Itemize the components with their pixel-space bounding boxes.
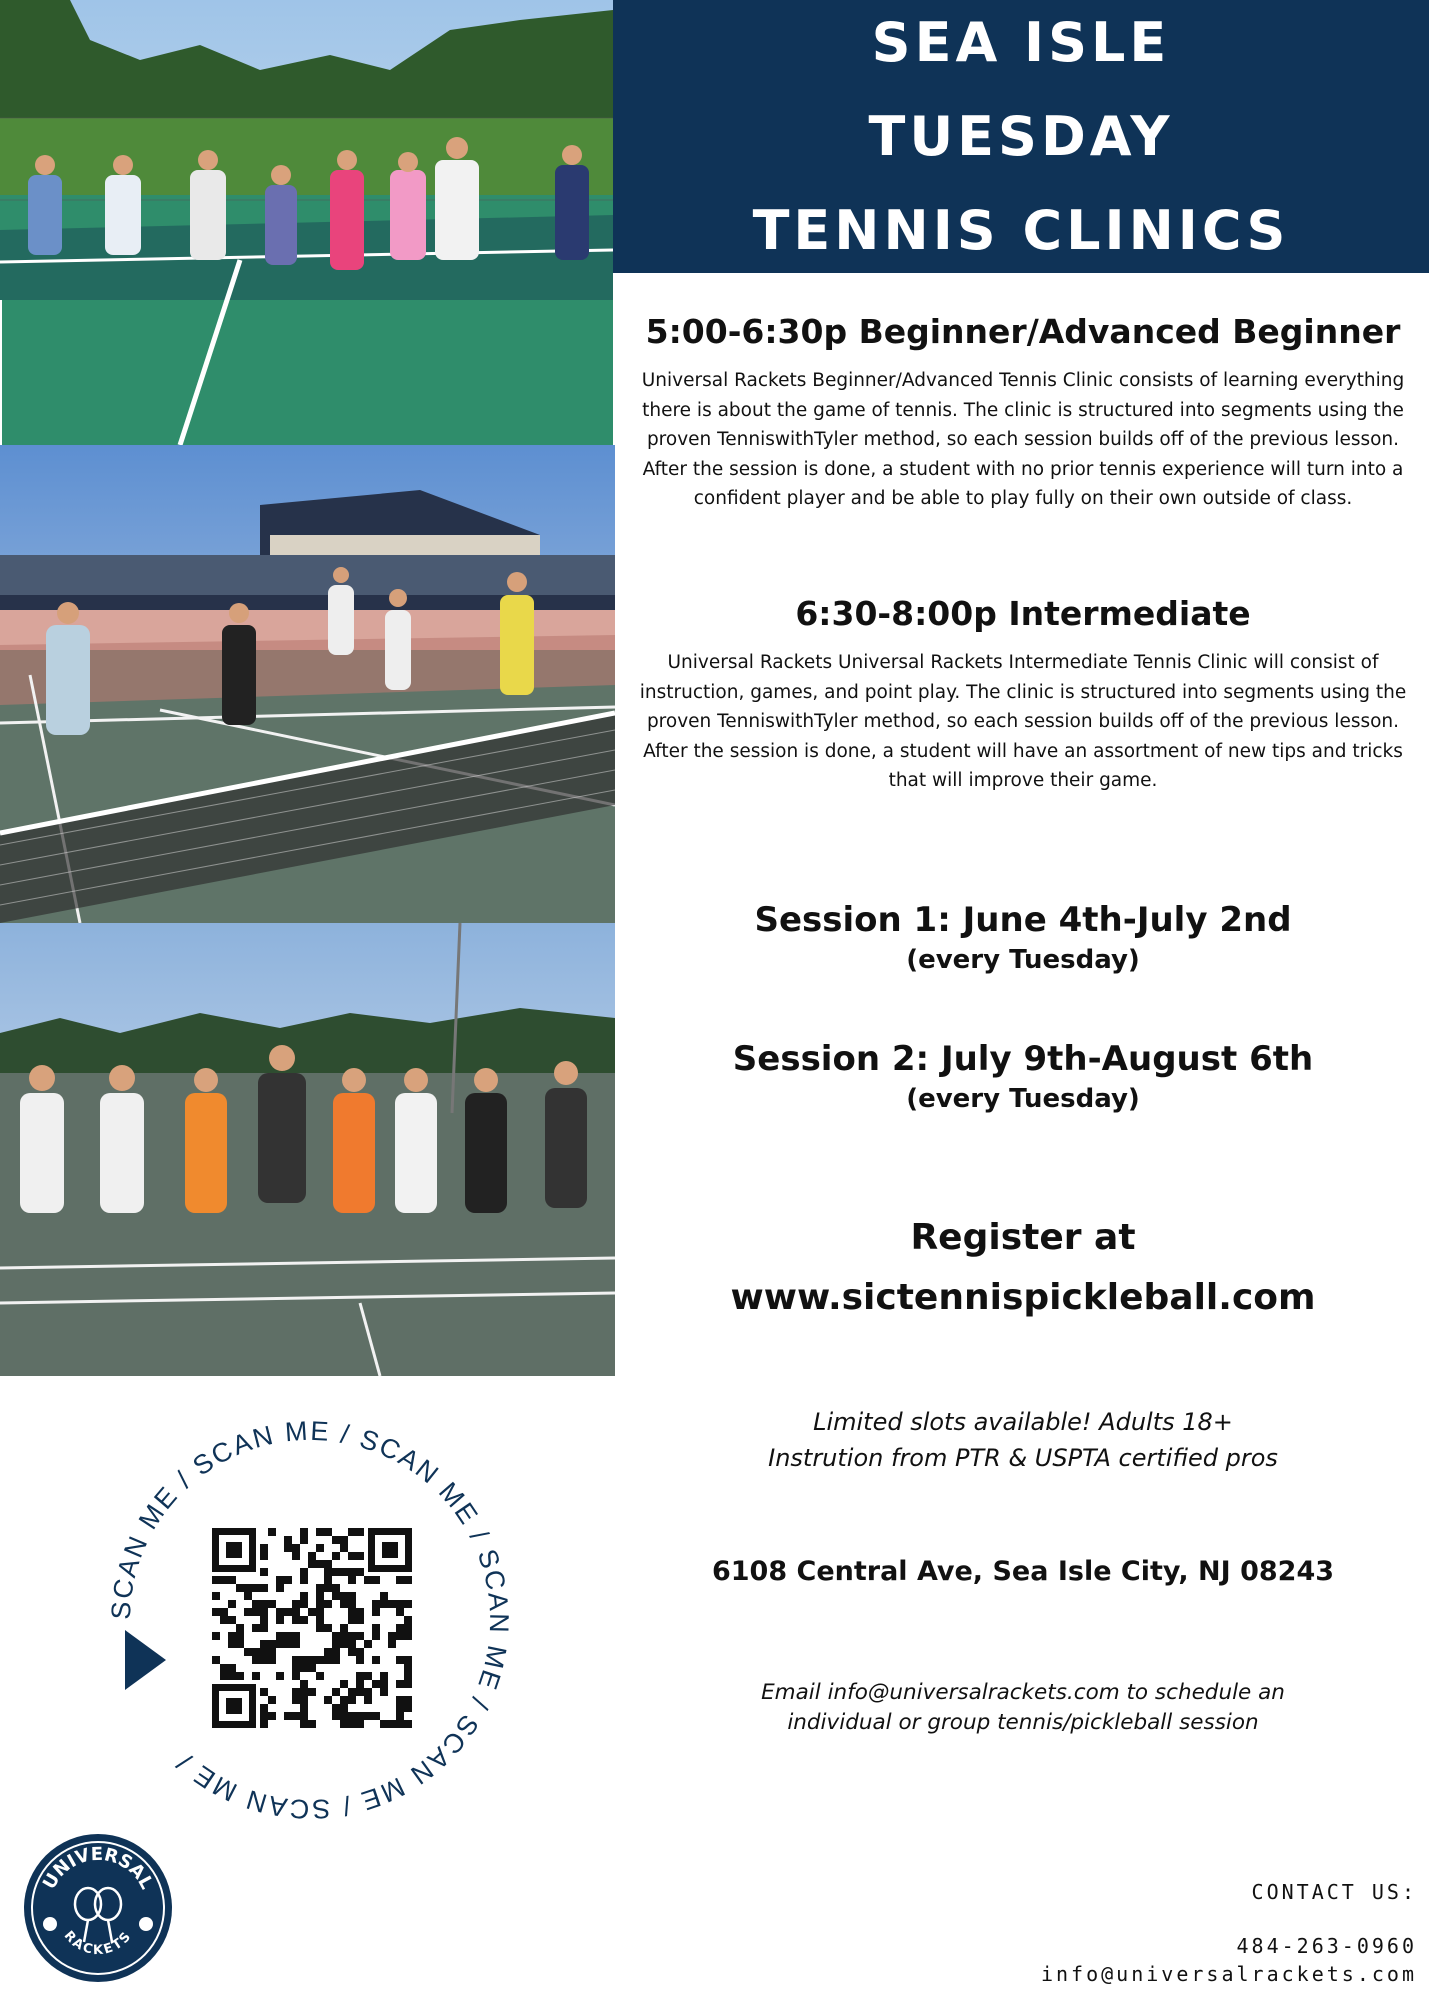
email-note-line-1: Email info@universalrackets.com to schedule an <box>761 1680 1285 1705</box>
session-1 <box>625 898 1421 978</box>
instruction-note: Instrution from PTR & USPTA certified pros <box>768 1444 1278 1472</box>
scan-me-ring-text: SCAN ME / SCAN ME / SCAN ME / SCAN ME / SCAN ME / SCAN ME / <box>105 1415 515 1825</box>
address-block <box>625 1552 1421 1592</box>
email-note-line-2: individual or group tennis/pickleball session <box>787 1710 1259 1735</box>
register-block <box>625 1208 1421 1328</box>
contact-label: CONTACT US: <box>1251 1880 1417 1904</box>
photo-tennis-group-2 <box>0 923 615 1376</box>
session-title: Session 2: July 9th-August 6th <box>732 1039 1314 1079</box>
title-line-2: TUESDAY <box>868 104 1174 168</box>
photo-tennis-group-1 <box>0 0 613 445</box>
session-2 <box>625 1037 1421 1117</box>
contact-phone[interactable]: 484-263-0960 <box>1236 1934 1417 1958</box>
title-banner <box>613 0 1429 273</box>
universal-rackets-logo <box>22 1832 174 1984</box>
title-line-1: SEA ISLE <box>871 10 1171 74</box>
arrow-icon <box>125 1630 166 1690</box>
session-title: Session 1: June 4th-July 2nd <box>754 900 1292 940</box>
register-label: Register at <box>910 1217 1136 1258</box>
photo-tennis-court-play <box>0 445 615 923</box>
svg-text:RACKETS: RACKETS <box>60 1928 136 1959</box>
contact-block <box>1041 1878 1417 1988</box>
clinic-heading: 5:00-6:30p Beginner/Advanced Beginner <box>645 312 1401 351</box>
contact-email-link[interactable]: info@universalrackets.com <box>1040 1962 1417 1986</box>
clinic-description: Universal Rackets Beginner/Advanced Tennis Clinic consists of learning everything there is about the game of tennis. The clinic is structured into segments using the proven TenniswithTyler method, so each session builds off of the previous lesson. After the session is done, a student with no prior tennis experience will turn into a confident player and be able to play fully on their own outside of class. <box>641 370 1405 510</box>
session-note: (every Tuesday) <box>906 945 1140 975</box>
address: 6108 Central Ave, Sea Isle City, NJ 08243 <box>711 1556 1335 1587</box>
email-note-block <box>625 1678 1421 1738</box>
clinic-description: Universal Rackets Universal Rackets Intermediate Tennis Clinic will consist of instruction, games, and point play. The clinic is structured into segments using the proven TenniswithTyler method, so each session builds off of the previous lesson. After the session is done, a student will have an assortment of new tips and tricks that will improve their game. <box>639 652 1407 792</box>
clinic-heading: 6:30-8:00p Intermediate <box>795 594 1251 633</box>
clinic-beginner <box>625 310 1421 514</box>
qr-scan-block[interactable] <box>100 1410 520 1830</box>
session-note: (every Tuesday) <box>906 1084 1140 1114</box>
slots-note: Limited slots available! Adults 18+ <box>813 1408 1233 1436</box>
title-line-3: TENNIS CLINICS <box>752 198 1290 262</box>
svg-text:UNIVERSAL: UNIVERSAL <box>38 1843 158 1893</box>
register-url-link[interactable]: www.sictennispickleball.com <box>730 1277 1316 1318</box>
qr-code-icon <box>212 1528 412 1728</box>
notes-block <box>625 1404 1421 1476</box>
clinic-intermediate <box>625 592 1421 796</box>
